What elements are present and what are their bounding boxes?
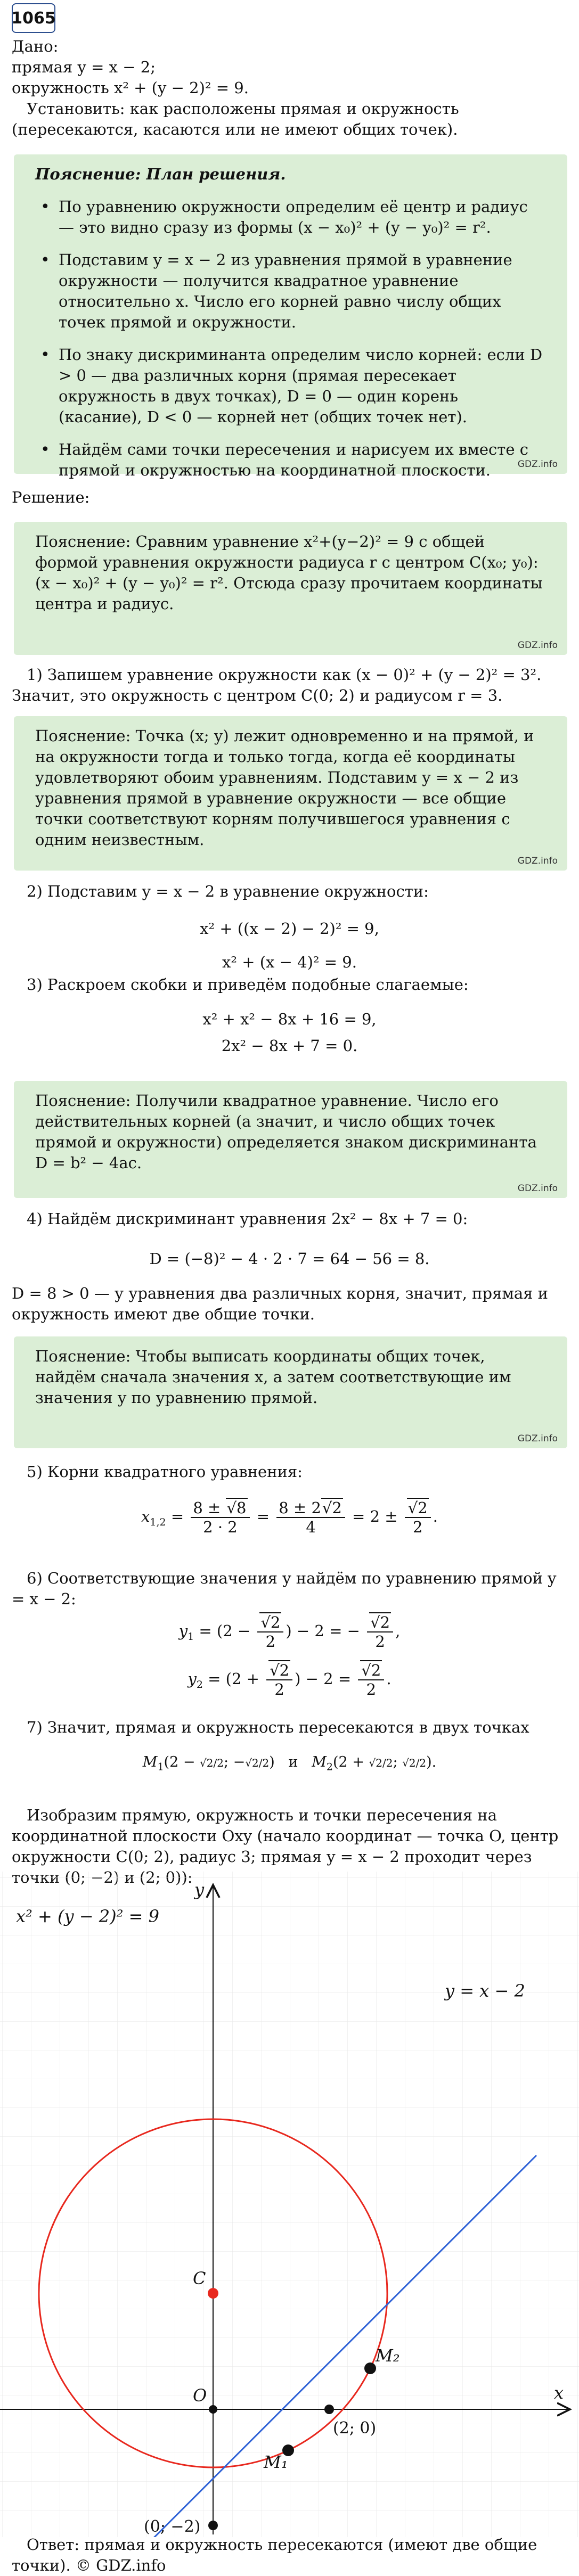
y-intercept-label: (0; −2) [144, 2517, 201, 2536]
watermark-label: GDZ.info [517, 1183, 558, 1194]
line-label: y = x − 2 [445, 1981, 525, 2001]
given-task: Установить: как расположены прямая и окружность (пересекаются, касаются или не имеют общих точек). [12, 100, 459, 138]
step-2: 2) Подставим y = x − 2 в уравнение окружности: [27, 882, 429, 900]
m2-label: M₂ [376, 2345, 400, 2366]
center-point [208, 2288, 218, 2299]
y-axis-label: y [194, 1880, 205, 1900]
step-1: 1) Запишем уравнение окружности как (x − 0)² + (y − 2)² = 3². Значит, это окружность с центром C(0; 2) и радиусом r = 3. [12, 666, 542, 704]
step-7: 7) Значит, прямая и окружность пересекаются в двух точках [27, 1718, 529, 1736]
step-3: 3) Раскроем скобки и приведём подобные слагаемые: [27, 975, 469, 994]
note-text-4: Пояснение: Чтобы выписать координаты общих точек, найдём сначала значения x, а затем соответствующие им значения y по уравнению прямой. [35, 1347, 511, 1407]
step-6: 6) Соответствующие значения y найдём по уравнению прямой y = x − 2: [12, 1569, 557, 1608]
m2-point [364, 2362, 376, 2374]
x-intercept-point [324, 2405, 334, 2414]
and-word: и [288, 1754, 298, 1770]
grid-background [0, 1872, 579, 2537]
plan-item: • По уравнению окружности определим её центр и радиус — это видно сразу из формы (x − x₀)² + (y − y₀)² = r². [35, 196, 546, 238]
plan-item: • По знаку дискриминанта определим число корней: если D > 0 — два различных корня (прямая пересекает окружность в двух точках), D = 0 — один корень (касание), D < 0 — корней нет (общих точек нет). [35, 344, 546, 428]
graph-intro: Изобразим прямую, окружность и точки пересечения на координатной плоскости Oxy (начало координат — точка O, центр окружности C(0; 2), радиус 3; прямая y = x − 2 проходит через [12, 1806, 559, 1866]
given-circle: окружность x² + (y − 2)² = 9. [12, 79, 249, 97]
given-header: Дано: [12, 37, 59, 55]
y-intercept-point [208, 2521, 218, 2530]
note-text-1: Пояснение: Сравним уравнение x²+(y−2)² = 9 с общей формой уравнения окружности радиуса r с центром C(x₀; y₀): (x − x₀)² + (y − y₀)² = r². Отсюда сразу прочитаем координаты центра и радиус. [35, 532, 543, 613]
step-4-conclusion: D = 8 > 0 — у уравнения два различных корня, значит, прямая и окружность имеют две общие точки. [12, 1284, 549, 1323]
plan-title: Пояснение: План решения. [35, 165, 286, 183]
plan-item: • Найдём сами точки пересечения и нарисуем их вместе с прямой и окружностью на координатной плоскости. [35, 439, 546, 481]
solution-label: Решение: [12, 488, 90, 506]
y2-formula: $y_2 = (2$ + $\frac{√2}{2}$ ) − 2 = $\frac{√2}{2}$ . [187, 1661, 392, 1699]
note-text-2: Пояснение: Точка (x; y) лежит одновременно и на прямой, и на окружности тогда и только тогда, когда её координаты удовлетворяют обоим уравнениям. Подставим y = x − 2 из уравнения прямой в уравнение окружности — все общие точки соответствуют корням получившегося уравнения с одним неизвестным. [35, 727, 534, 849]
step-2-eq-1: x² + ((x − 2) − 2)² = 9, [200, 920, 379, 938]
intersection-points: $M_1(2 - √2/2$; −√2/2) и $M_2(2 + √2/2$; √2/2). [142, 1754, 437, 1773]
step-4: 4) Найдём дискриминант уравнения 2x² − 8x + 7 = 0: [27, 1210, 468, 1228]
plan-list [35, 196, 546, 481]
note-text-3: Пояснение: Получили квадратное уравнение. Число его действительных корней (а значит, и число общих точек прямой и окружности) определяется знаком дискриминанта D = b² − 4ac. [35, 1092, 537, 1172]
note-box-3 [14, 1081, 567, 1198]
step-2-eq-2: x² + (x − 4)² = 9. [222, 953, 357, 971]
note-box-4 [14, 1336, 567, 1448]
watermark-label: GDZ.info [517, 1433, 558, 1444]
step-4-eq: D = (−8)² − 4 · 2 · 7 = 64 − 56 = 8. [149, 1250, 430, 1268]
center-label: C [193, 2268, 206, 2288]
origin-label: O [193, 2385, 207, 2406]
watermark-label: GDZ.info [517, 856, 558, 866]
circle-label: x² + (y − 2)² = 9 [16, 1906, 159, 1926]
plan-item: • Подставим y = x − 2 из уравнения прямой в уравнение окружности — получится квадратное уравнение относительно x. Число его корней равно числу общих точек прямой и окружности. [35, 250, 546, 333]
step-3-eq-1: x² + x² − 8x + 16 = 9, [202, 1010, 377, 1028]
watermark-label: GDZ.info [517, 459, 558, 470]
answer-text: Ответ: прямая и окружность пересекаются (имеют две общие точки). © GDZ.info [12, 2536, 537, 2574]
watermark-label: GDZ.info [517, 640, 558, 651]
x-intercept-label: (2; 0) [333, 2419, 377, 2438]
step-3-eq-2: 2x² − 8x + 7 = 0. [221, 1037, 358, 1055]
problem-number-badge: 1065 [12, 3, 55, 33]
note-box-2 [14, 716, 567, 871]
roots-formula: $x_{1,2}$ = $\frac{8 \pm √8}{2 \cdot 2}$ = $\frac{8 \pm 2√2}{4}$ = 2 ± $\frac{√2}{2}$ . [141, 1499, 438, 1536]
origin-point [209, 2405, 217, 2414]
given-block [12, 36, 567, 140]
step-5: 5) Корни квадратного уравнения: [27, 1463, 303, 1481]
plan-note-box [14, 154, 567, 479]
given-line: прямая y = x − 2; [12, 58, 156, 76]
x-axis-label: x [554, 2383, 564, 2403]
y1-formula: $y_1 = (2$ − $\frac{√2}{2}$ ) − 2 = − $\frac{√2}{2}$ , [178, 1613, 401, 1651]
note-box-1 [14, 522, 567, 655]
m1-label: M₁ [264, 2452, 288, 2472]
coordinate-graph [0, 1872, 579, 2537]
